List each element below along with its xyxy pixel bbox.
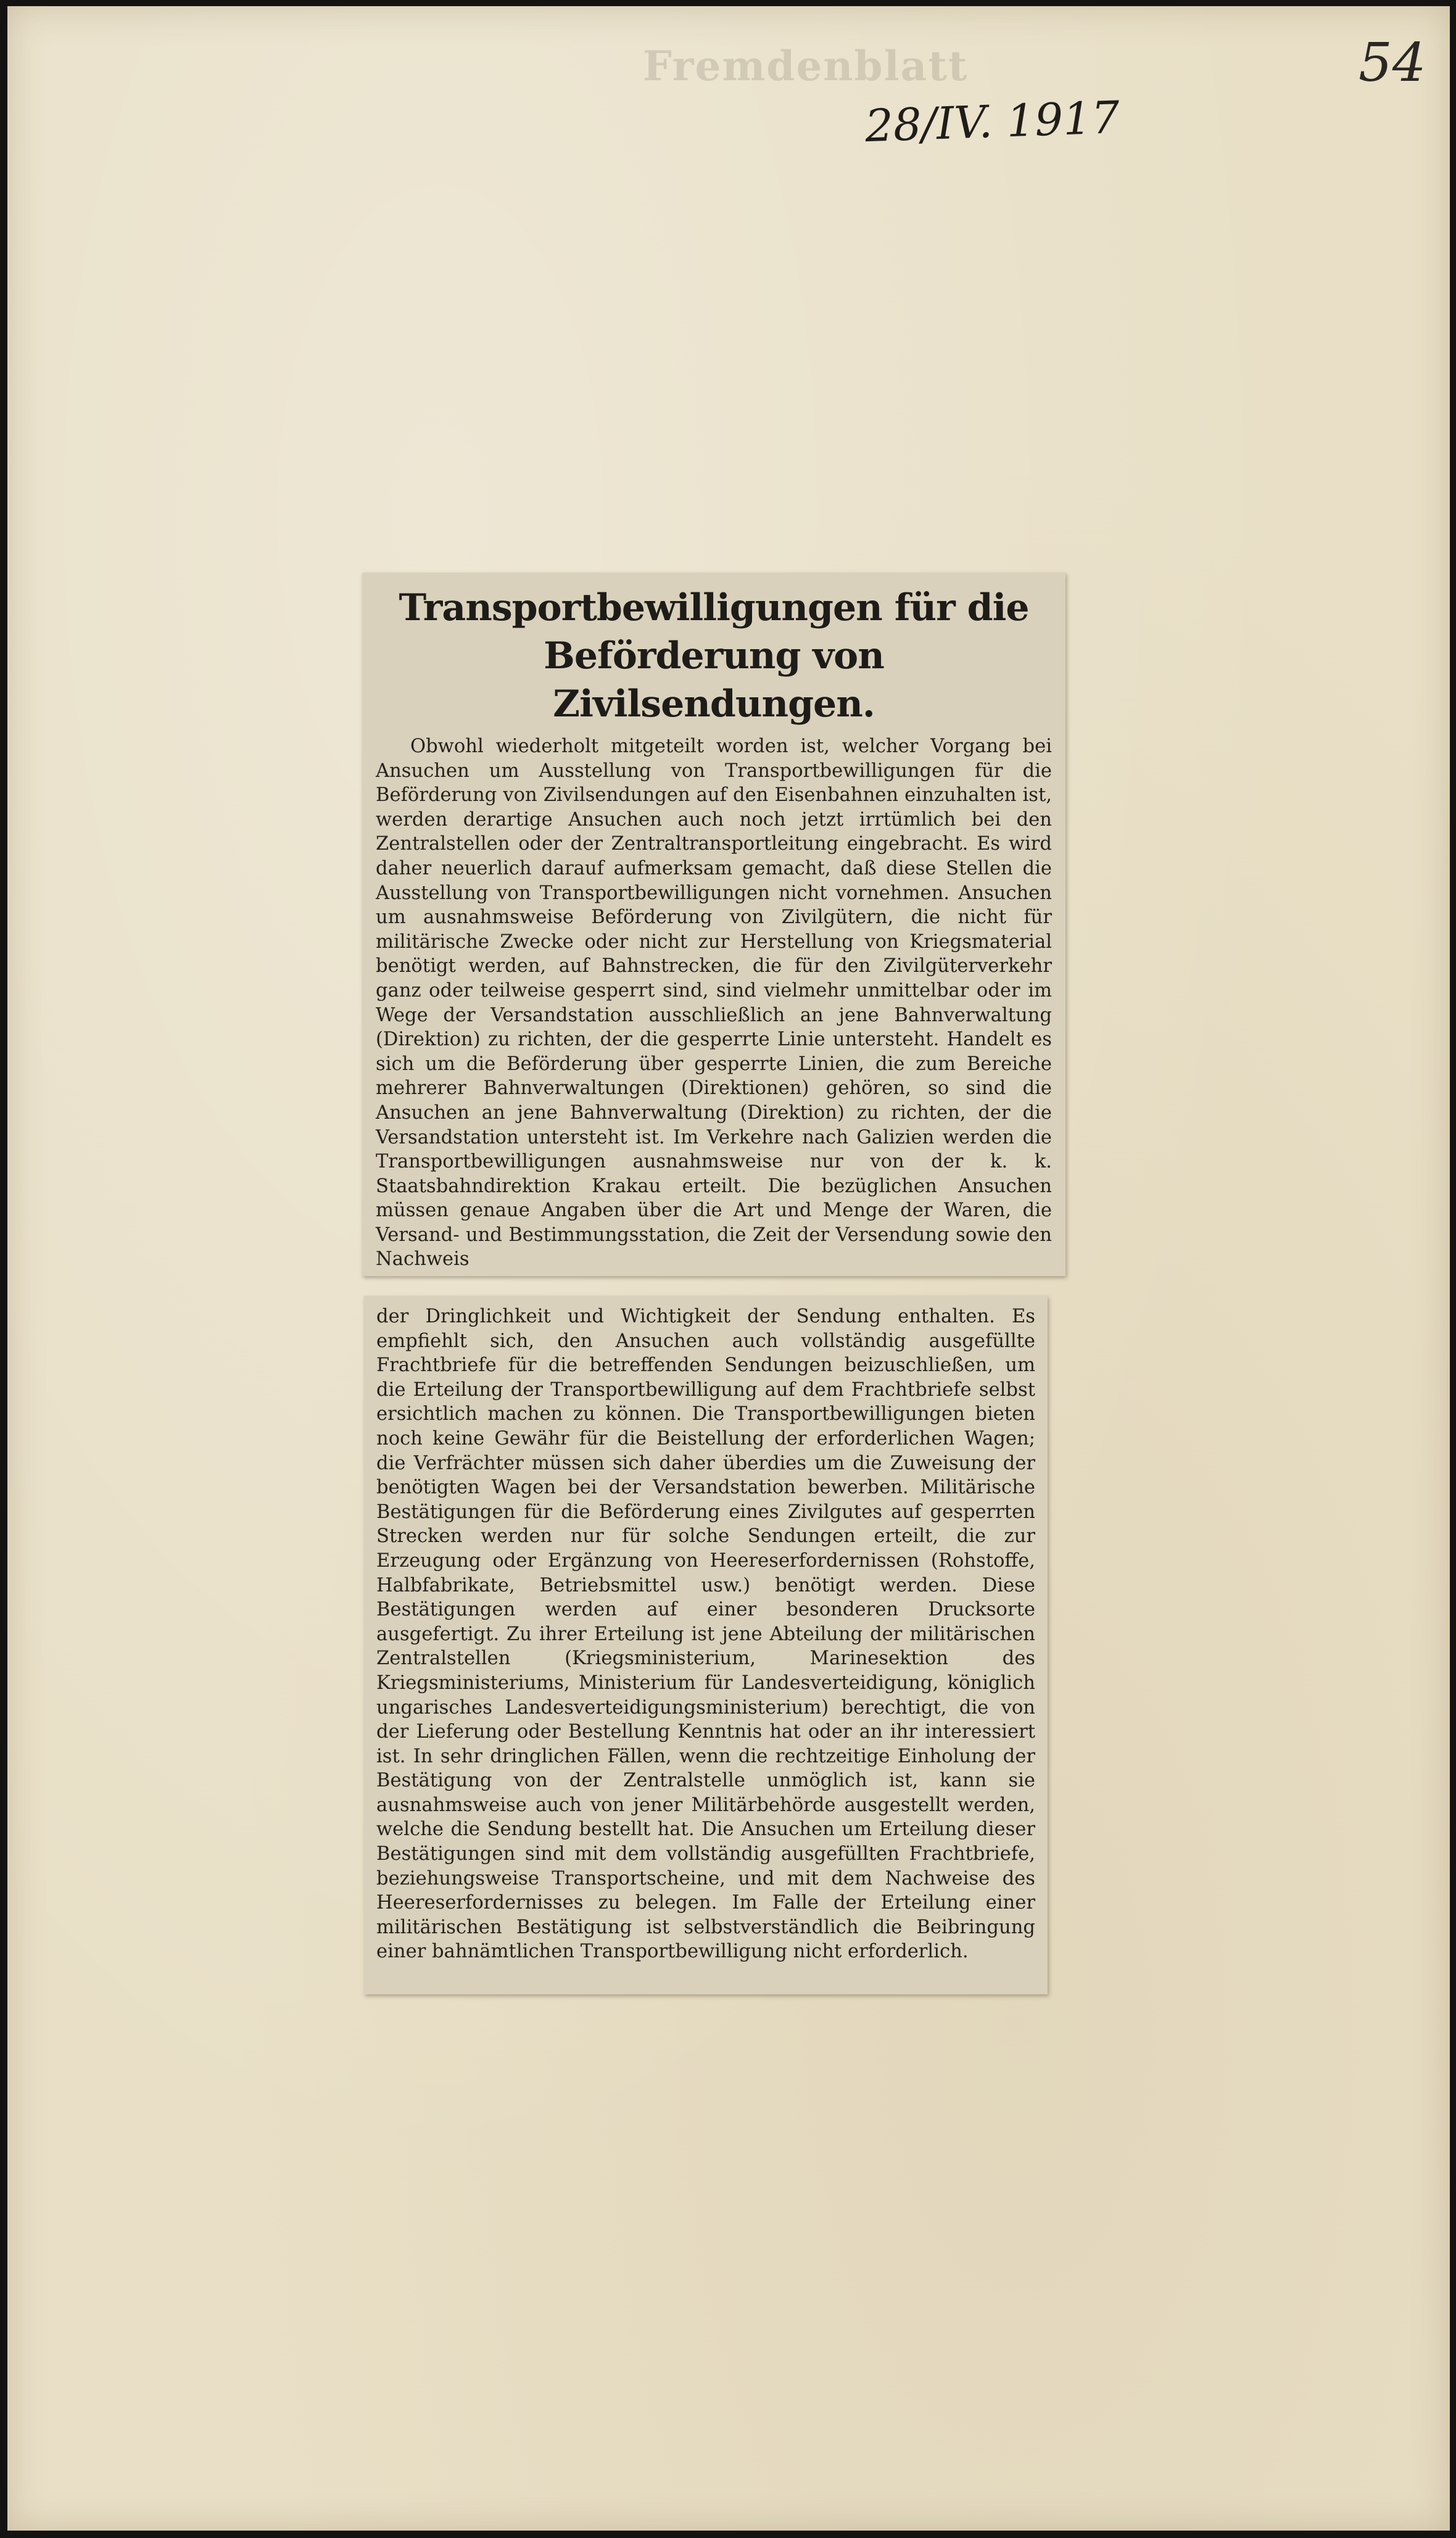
archive-sheet bbox=[7, 6, 1450, 2531]
page-number: 54 bbox=[1359, 32, 1426, 94]
article-headline: Transportbewilligungen für die Beförderung von Zivilsendungen. bbox=[399, 586, 1029, 726]
newspaper-clipping-top bbox=[362, 573, 1065, 1276]
handwritten-date: 28/IV. 1917 bbox=[864, 91, 1121, 152]
article-text-part-2: der Dringlichkeit und Wichtigkeit der Sendung enthalten. Es empfiehlt sich, den Ansuchen auch vollständig ausgefüllte Frachtbriefe für die betreffenden Sendungen beizuschließen, um die Erteilung der Transportbewilligung auf dem Frachtbriefe selbst ersichtlich machen zu können. Die Transportbewilligungen bieten noch keine Gewähr für die Beistellung der erforderlichen Wagen; die Verfrächter müssen sich daher überdies um die Zuweisung der benötigten Wagen bei der Versandstation bewerben. Militärische Bestätigungen für die Beförderung eines Zivilgutes auf gesperrten Strecken werden nur für solche Sendungen erteilt, die zur Erzeugung oder Ergänzung von Heereserfordernissen (Rohstoffe, Halbfabrikate, Betriebsmittel usw.) benötigt werden. Diese Bestätigungen werden auf einer besonderen Drucksorte ausgefertigt. Zu ihrer Erteilung ist jene Abteilung der militärischen Zentralstellen (Kriegsministerium, Marinesektion des Kriegsministeriums, Ministerium für Landesverteidigung, königlich ungarisches Landesverteidigungsministerium) berechtigt, die von der Lieferung oder Bestellung Kenntnis hat oder an ihr interessiert ist. In sehr dringlichen Fällen, wenn die rechtzeitige Einholung der Bestätigung von der Zentralstelle unmöglich ist, kann sie ausnahmsweise auch von jener Militärbehörde ausgestellt werden, welche die Sendung bestellt hat. Die Ansuchen um Erteilung dieser Bestätigungen sind mit dem vollständig ausgefüllten Frachtbriefe, beziehungsweise Transportscheine, und mit dem Nachweise des Heereserfordernisses zu belegen. Im Falle der Erteilung einer militärischen Bestätigung ist selbstverständlich die Beibringung einer bahnämtlichen Transportbewilligung nicht erforderlich. bbox=[376, 1306, 1035, 1963]
article-text-part-1: Obwohl wiederholt mitgeteilt worden ist, welcher Vorgang bei Ansuchen um Ausstellung von Transportbewilligungen für die Beförderung von Zivilsendungen auf den Eisenbahnen einzuhalten ist, werden derartige Ansuchen auch noch jetzt irrtümlich bei den Zentralstellen oder der Zentraltransportleitung eingebracht. Es wird daher neuerlich darauf aufmerksam gemacht, daß diese Stellen die Ausstellung von Transportbewilligungen nicht vornehmen. Ansuchen um ausnahmsweise Beförderung von Zivilgütern, die nicht für militärische Zwecke oder nicht zur Herstellung von Kriegsmaterial benötigt werden, auf Bahnstrecken, die für den Zivilgüterverkehr ganz oder teilweise gesperrt sind, sind vielmehr unmittelbar oder im Wege der Versandstation ausschließlich an jene Bahnverwaltung (Direktion) zu richten, der die gesperrte Linie untersteht. Handelt es sich um die Beförderung über gesperrte Linien, die zum Bereiche mehrerer Bahnverwaltungen (Direktionen) gehören, so sind die Ansuchen an jene Bahnverwaltung (Direktion) zu richten, der die Versandstation untersteht ist. Im Verkehre nach Galizien werden die Transportbewilligungen ausnahmsweise nur von der k. k. Staatsbahndirektion Krakau erteilt. Die bezüglichen Ansuchen müssen genaue Angaben über die Art und Menge der Waren, die Versand- und Bestimmungsstation, die Zeit der Versendung sowie den Nachweis bbox=[376, 736, 1052, 1271]
newspaper-stamp: Fremdenblatt bbox=[643, 42, 969, 90]
newspaper-clipping-bottom bbox=[364, 1296, 1048, 1994]
